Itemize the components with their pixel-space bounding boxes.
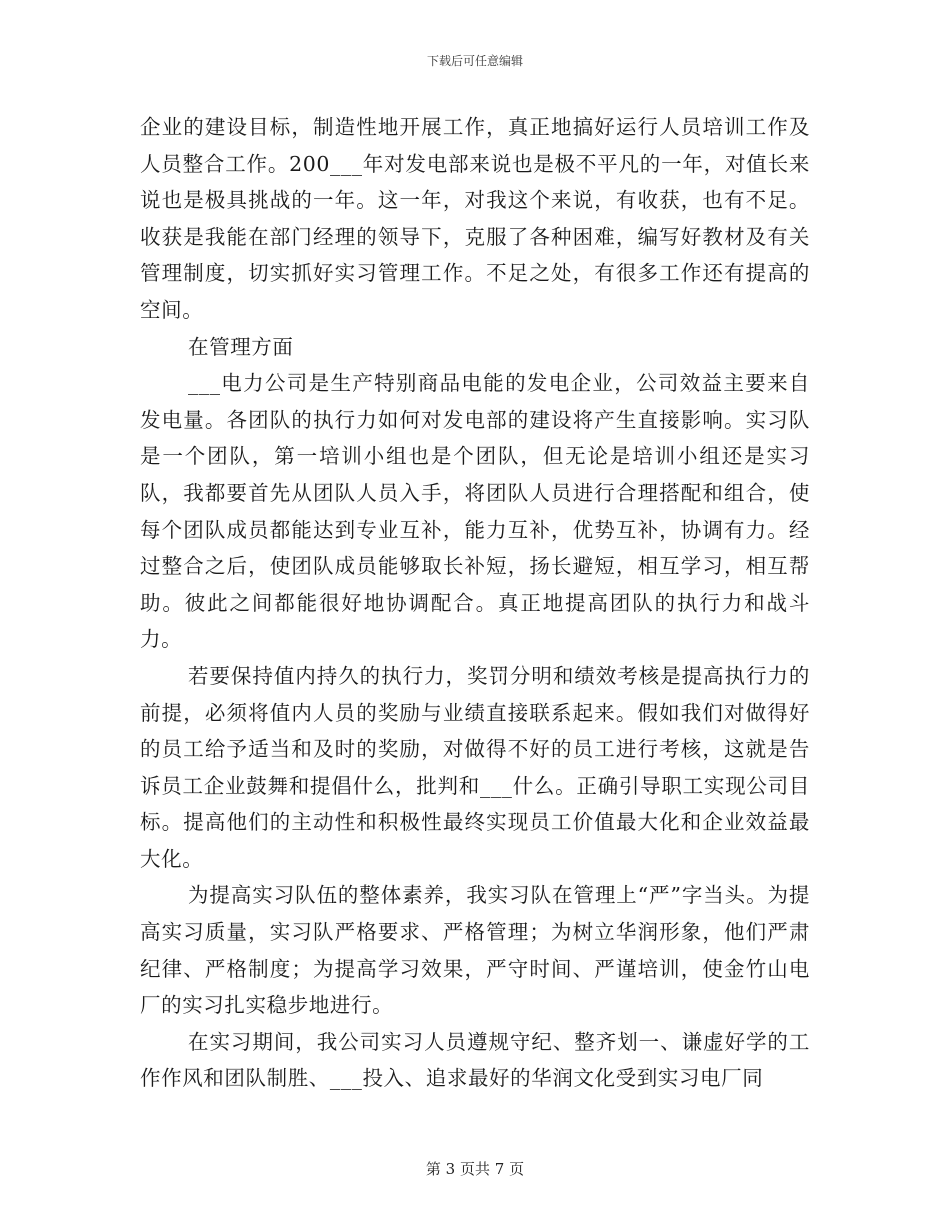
page-number: 第 3 页共 7 页 <box>425 1160 525 1178</box>
document-body <box>140 109 810 1097</box>
paragraph-4: 若要保持值内持久的执行力，奖罚分明和绩效考核是提高执行力的前提，必须将值内人员的奖励与业绩直接联系起来。假如我们对做得好的员工给予适当和及时的奖励，对做得不好的员工进行考核，这就是告诉员工企业鼓舞和提倡什么，批判和___什么。正确引导职工实现公司目标。提高他们的主动性和积极性最终实现员工价值最大化和企业效益最大化。 <box>140 663 810 871</box>
page-header-note: 下载后可任意编辑 <box>426 54 523 68</box>
paragraph-6: 在实习期间，我公司实习人员遵规守纪、整齐划一、谦虚好学的工作作风和团队制胜、___投入、追求最好的华润文化受到实习电厂同 <box>140 1029 810 1091</box>
paragraph-3: ___电力公司是生产特别商品电能的发电企业，公司效益主要来自发电量。各团队的执行力如何对发电部的建设将产生直接影响。实习队是一个团队，第一培训小组也是个团队，但无论是培训小组还是实习队，我都要首先从团队人员入手，将团队人员进行合理搭配和组合，使每个团队成员都能达到专业互补，能力互补，优势互补，协调有力。经过整合之后，使团队成员能够取长补短，扬长避短，相互学习，相互帮助。彼此之间都能很好地协调配合。真正地提高团队的执行力和战斗力。 <box>140 371 810 652</box>
section-heading-management: 在管理方面 <box>188 334 294 359</box>
paragraph-1: 企业的建设目标，制造性地开展工作，真正地搞好运行人员培训工作及人员整合工作。200___年对发电部来说也是极不平凡的一年，对值长来说也是极具挑战的一年。这一年，对我这个来说，有收获，也有不足。收获是我能在部门经理的领导下，克服了各种困难，编写好教材及有关管理制度，切实抓好实习管理工作。不足之处，有很多工作还有提高的空间。 <box>140 115 810 322</box>
paragraph-5: 为提高实习队伍的整体素养，我实习队在管理上“严”字当头。为提高实习质量，实习队严格要求、严格管理；为树立华润形象，他们严肃纪律、严格制度；为提高学习效果，严守时间、严谨培训，使金竹山电厂的实习扎实稳步地进行。 <box>140 883 810 1018</box>
